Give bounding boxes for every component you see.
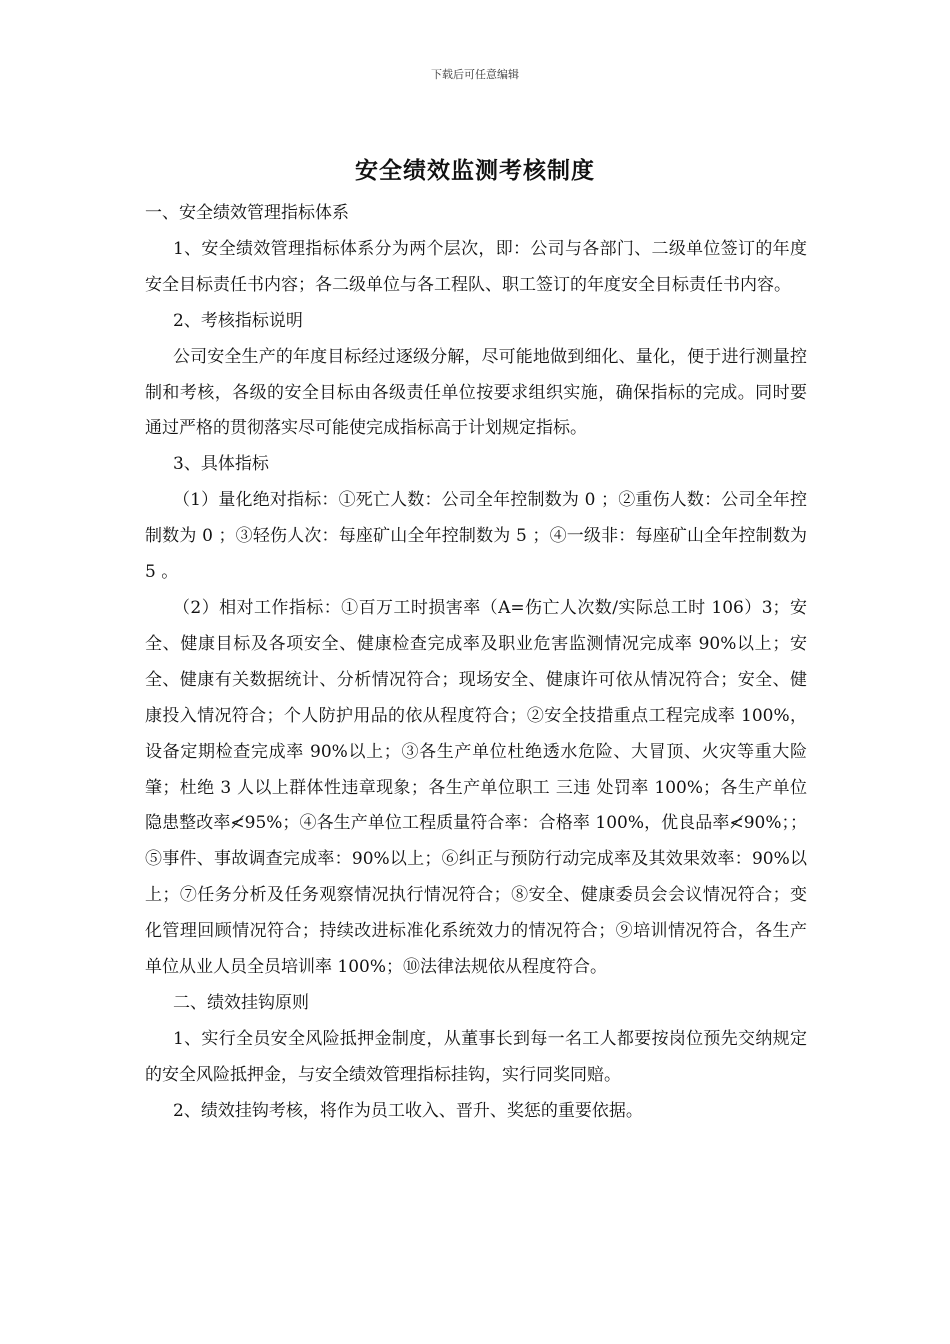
subheading-2: 2、考核指标说明 bbox=[173, 310, 303, 331]
paragraph-1: 1、安全绩效管理指标体系分为两个层次，即：公司与各部门、二级单位签订的年度安全目标责任书内容；各二级单位与各工程队、职工签订的年度安全目标责任书内容。 bbox=[145, 238, 807, 295]
paragraph-3-2: （2）相对工作指标：①百万工时损害率（A=伤亡人次数/实际总工时 106）3；安全、健康目标及各项安全、健康检查完成率及职业危害监测情况完成率 90%以上；安全、健康有关数据统计、分析情况符合；现场安全、健康许可依从情况符合；安全、健康投入情况符合；个人防护用品的依从程度符合；②安全技措重点工程完成率 100%，设备定期检查完成率 90%以上；③各生产单位杜绝透水危险、大冒顶、火灾等重大险肇；杜绝 3 人以上群体性违章现象；各生产单位职工 三违 处罚率 100%；各生产单位隐患整改率≮95%；④各生产单位工程质量符合率：合格率 100%，优良品率≮90%；；⑤事件、事故调查完成率：90%以上；⑥纠正与预防行动完成率及其效果效率：90%以上；⑦任务分析及任务观察情况执行情况符合；⑧安全、健康委员会会议情况符合；变化管理回顾情况符合；持续改进标准化系统效力的情况符合；⑨培训情况符合，各生产单位从业人员全员培训率 100%；⑩法律法规依从程度符合。 bbox=[145, 597, 807, 978]
header-note: 下载后可任意编辑 bbox=[431, 68, 519, 81]
document-title: 安全绩效监测考核制度 bbox=[355, 157, 595, 184]
paragraph-5: 2、绩效挂钩考核，将作为员工收入、晋升、奖惩的重要依据。 bbox=[173, 1100, 643, 1121]
paragraph-4: 1、实行全员安全风险抵押金制度，从董事长到每一名工人都要按岗位预先交纳规定的安全风险抵押金，与安全绩效管理指标挂钩，实行同奖同赔。 bbox=[145, 1028, 807, 1085]
section-heading-1: 一、安全绩效管理指标体系 bbox=[145, 203, 349, 223]
subheading-3: 3、具体指标 bbox=[173, 454, 269, 475]
paragraph-2: 公司安全生产的年度目标经过逐级分解，尽可能地做到细化、量化，便于进行测量控制和考核，各级的安全目标由各级责任单位按要求组织实施，确保指标的完成。同时要通过严格的贯彻落实尽可能使完成指标高于计划规定指标。 bbox=[145, 346, 807, 439]
paragraph-3-1: （1）量化绝对指标：①死亡人数：公司全年控制数为 0 ；②重伤人数：公司全年控制数为 0 ；③轻伤人次：每座矿山全年控制数为 5 ；④一级非：每座矿山全年控制数为 5 。 bbox=[145, 490, 807, 583]
section-heading-2: 二、绩效挂钩原则 bbox=[173, 992, 309, 1013]
document-body bbox=[145, 196, 807, 1130]
